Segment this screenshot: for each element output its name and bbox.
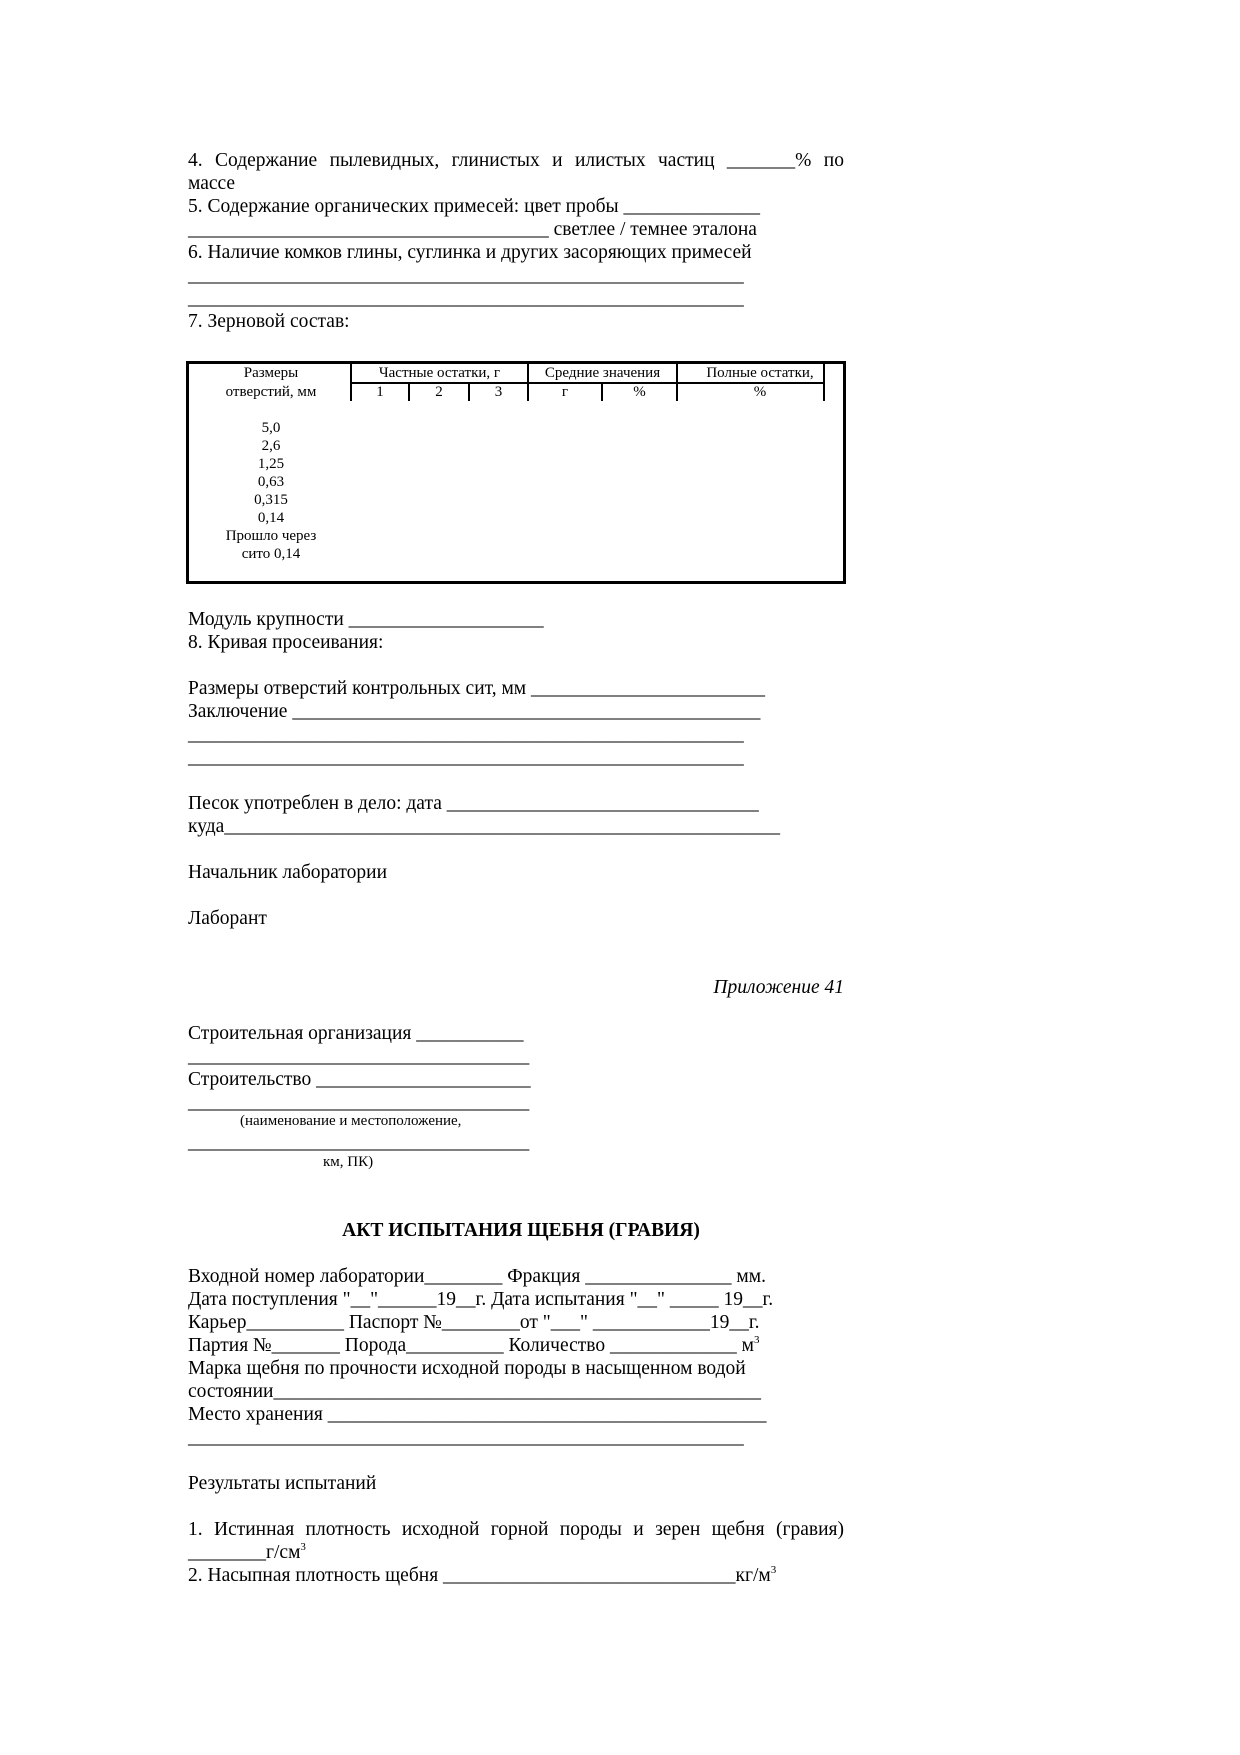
- table-row: 1,25: [257, 456, 285, 472]
- table-row: сито 0,14: [241, 546, 301, 562]
- construction-line: Строительство ______________________: [188, 1069, 531, 1090]
- batch-line: Партия №_______ Порода__________ Количество _____________ $м^3$: [188, 1334, 760, 1356]
- true-density-continuation: $\_\_\_\_\_\_\_\_г/см^3$: [188, 1541, 306, 1563]
- lab-assistant-label: Лаборант: [188, 908, 267, 929]
- header-full-residues: Полные остатки,: [706, 365, 814, 381]
- bulk-density-line: 2. Насыпная плотность щебня $\_\_\_\_\_\_\_\_\_\_\_\_\_\_\_\_\_\_\_\_\_\_\_\_\_\_\_\_\_\_кг/м^3$: [188, 1564, 777, 1586]
- used-where-line: куда_________________________________________________________: [188, 816, 781, 837]
- document-title: АКТ ИСПЫТАНИЯ ЩЕБНЯ (ГРАВИЯ): [342, 1220, 700, 1241]
- item-6-line: 6. Наличие комков глины, суглинка и других засоряющих примесей: [188, 242, 752, 263]
- header-sizes-unit: отверстий, мм: [225, 384, 317, 400]
- construction-blank: ___________________________________: [188, 1092, 530, 1113]
- item-4-line: 4. Содержание пылевидных, глинистых и илистых частиц _______% по: [188, 150, 844, 171]
- table-row: 0,14: [257, 510, 285, 526]
- table-row: 0,63: [257, 474, 285, 490]
- item-8-heading: 8. Кривая просеивания:: [188, 632, 384, 653]
- true-density-line: 1. Истинная плотность исходной горной породы и зерен щебня (гравия): [188, 1519, 844, 1540]
- header-sub-1: 1: [376, 384, 384, 400]
- dates-line: Дата поступления "__"______19__г. Дата испытания "__" _____ 19__г.: [188, 1289, 774, 1310]
- construction-note-2: км, ПК): [323, 1154, 374, 1170]
- header-sub-g: г: [561, 384, 569, 400]
- item-5-line: 5. Содержание органических примесей: цвет пробы ______________: [188, 196, 761, 217]
- lab-chief-label: Начальник лаборатории: [188, 862, 388, 883]
- item-6-blank-1: _________________________________________________________: [188, 265, 744, 286]
- table-row: 0,315: [254, 492, 288, 508]
- header-sub-percent: %: [633, 384, 646, 400]
- item-6-blank-2: _________________________________________________________: [188, 288, 744, 309]
- grain-composition-table: [186, 361, 846, 584]
- header-sub-full-percent: %: [753, 384, 767, 400]
- used-date-line: Песок употреблен в дело: дата ________________________________: [188, 793, 759, 814]
- item-5-continuation: _____________________________________ светлее / темнее эталона: [188, 219, 757, 240]
- storage-line: Место хранения _____________________________________________: [188, 1404, 767, 1425]
- grade-continuation: состоянии__________________________________________________: [188, 1381, 761, 1402]
- storage-blank: _________________________________________________________: [188, 1427, 744, 1448]
- header-sizes: Размеры: [243, 365, 299, 381]
- organization-line: Строительная организация ___________: [188, 1023, 524, 1044]
- grade-line: Марка щебня по прочности исходной породы в насыщенном водой: [188, 1358, 746, 1379]
- item-7-heading: 7. Зерновой состав:: [188, 311, 350, 332]
- table-row: 5,0: [261, 420, 281, 436]
- quarry-line: Карьер__________ Паспорт №________от "___" ____________19__г.: [188, 1312, 760, 1333]
- sieve-size-rows: [189, 419, 353, 563]
- conclusion-blank-2: _________________________________________________________: [188, 747, 744, 768]
- appendix-label: Приложение 41: [713, 977, 844, 998]
- conclusion-line: Заключение ________________________________________________: [188, 701, 761, 722]
- header-sub-2: 2: [435, 384, 443, 400]
- organization-blank: ___________________________________: [188, 1046, 530, 1067]
- conclusion-blank-1: _________________________________________________________: [188, 724, 744, 745]
- results-heading: Результаты испытаний: [188, 1473, 377, 1494]
- header-partial-residues: Частные остатки, г: [378, 365, 501, 381]
- input-number-line: Входной номер лаборатории________ Фракция _______________ мм.: [188, 1266, 766, 1287]
- sieve-sizes-line: Размеры отверстий контрольных сит, мм ________________________: [188, 678, 765, 699]
- item-4-continuation: массе: [188, 173, 236, 194]
- modulus-line: Модуль крупности ____________________: [188, 609, 544, 630]
- construction-note-1: (наименование и местоположение,: [240, 1113, 462, 1129]
- header-average-values: Средние значения: [544, 365, 661, 381]
- header-sub-3: 3: [494, 384, 503, 400]
- table-row: Прошло через: [225, 528, 317, 544]
- table-row: 2,6: [261, 438, 281, 454]
- construction-blank-2: ___________________________________: [188, 1132, 530, 1153]
